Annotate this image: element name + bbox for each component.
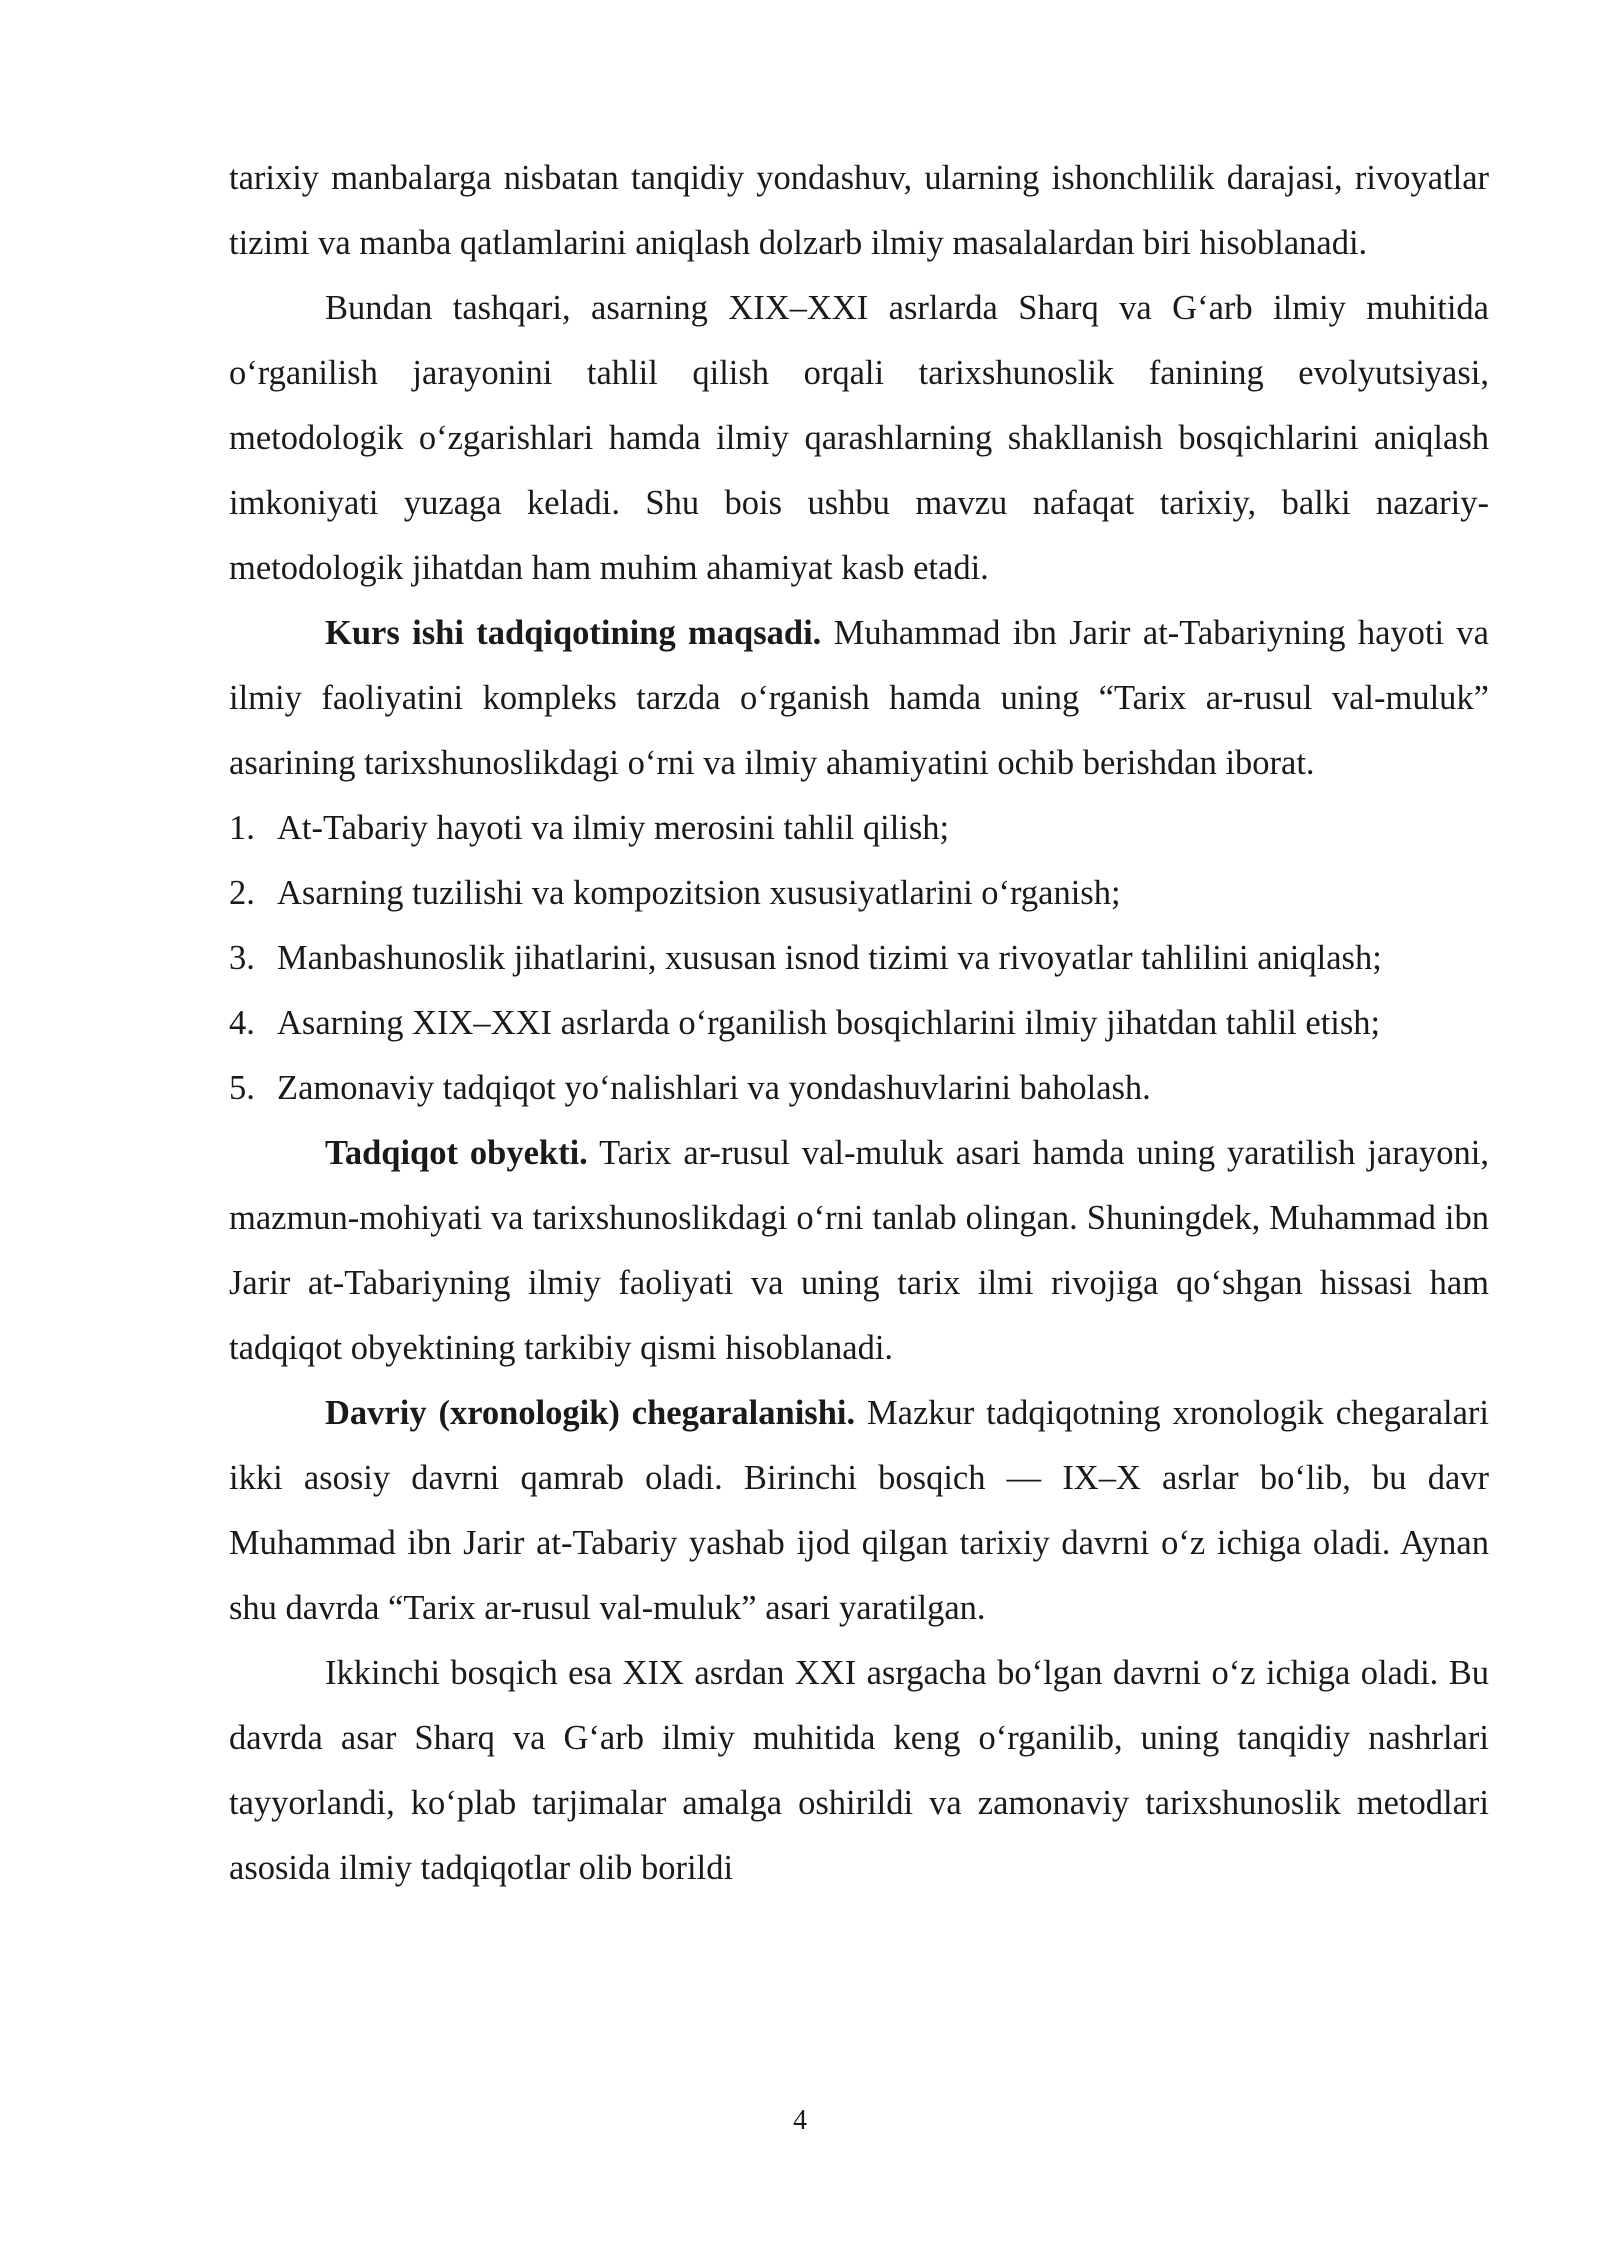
research-goal-text: Muhammad ibn Jarir at-Tabariyning hayoti va ilmiy faoliyatini kompleks tarzda o‘rganish hamda uning “Tarix ar-rusul val-muluk” asarining tarixshunoslikdagi o‘rni va ilmiy ahamiyatini ochib berishdan iborat.	[229, 614, 1489, 782]
chronology-text: Mazkur tadqiqotning xronologik chegaralari ikki asosiy davrni qamrab oladi. Birinchi bosqich — IX–X asrlar bo‘lib, bu davr Muhammad ibn Jarir at-Tabariy yashab ijod qilgan tarixiy davrni o‘z ichiga oladi. Aynan shu davrda “Tarix ar-rusul val-muluk” asari yaratilgan.	[229, 1394, 1489, 1627]
list-item	[229, 861, 1489, 926]
goals-list	[229, 796, 1489, 1121]
list-item	[229, 796, 1489, 861]
list-item-text: At-Tabariy hayoti va ilmiy merosini tahlil qilish;	[277, 809, 950, 847]
heading-chronology: Davriy (xronologik) chegaralanishi.	[325, 1394, 856, 1432]
page-number: 4	[793, 2105, 807, 2136]
heading-research-goal: Kurs ishi tadqiqotining maqsadi.	[325, 614, 822, 652]
list-item-number: 2.	[229, 874, 255, 912]
list-item-text: Asarning tuzilishi va kompozitsion xususiyatlarini o‘rganish;	[277, 874, 1121, 912]
list-item	[229, 926, 1489, 991]
list-item-text: Manbashunoslik jihatlarini, xususan isnod tizimi va rivoyatlar tahlilini aniqlash;	[277, 939, 1382, 977]
list-item	[229, 991, 1489, 1056]
paragraph-historiography: Bundan tashqari, asarning XIX–XXI asrlarda Sharq va G‘arb ilmiy muhitida o‘rganilish jarayonini tahlil qilish orqali tarixshunoslik fanining evolyutsiyasi, metodologik o‘zgarishlari hamda ilmiy qarashlarning shakllanish bosqichlarini aniqlash imkoniyati yuzaga keladi. Shu bois ushbu mavzu nafaqat tarixiy, balki nazariy-metodologik jihatdan ham muhim ahamiyat kasb etadi.	[229, 289, 1489, 587]
heading-research-object: Tadqiqot obyekti.	[325, 1134, 588, 1172]
paragraph-second-stage: Ikkinchi bosqich esa XIX asrdan XXI asrgacha bo‘lgan davrni o‘z ichiga oladi. Bu davrda asar Sharq va G‘arb ilmiy muhitida keng o‘rganilib, uning tanqidiy nashrlari tayyorlandi, ko‘plab tarjimalar amalga oshirildi va zamonaviy tarixshunoslik metodlari asosida ilmiy tadqiqotlar olib borildi	[229, 1654, 1489, 1887]
paragraph-research-object	[229, 1121, 1489, 1381]
list-item-number: 5.	[229, 1069, 255, 1107]
paragraph-intro-continuation: tarixiy manbalarga nisbatan tanqidiy yondashuv, ularning ishonchlilik darajasi, rivoyatlar tizimi va manba qatlamlarini aniqlash dolzarb ilmiy masalalardan biri hisoblanadi.	[229, 159, 1489, 262]
list-item-text: Asarning XIX–XXI asrlarda o‘rganilish bosqichlarini ilmiy jihatdan tahlil etish;	[277, 1004, 1381, 1042]
list-item-text: Zamonaviy tadqiqot yo‘nalishlari va yondashuvlarini baholash.	[277, 1069, 1151, 1107]
list-item	[229, 1056, 1489, 1121]
list-item-number: 1.	[229, 809, 255, 847]
research-object-text: Tarix ar-rusul val-muluk asari hamda uning yaratilish jarayoni, mazmun-mohiyati va tarixshunoslikdagi o‘rni tanlab olingan. Shuningdek, Muhammad ibn Jarir at-Tabariyning ilmiy faoliyati va uning tarix ilmi rivojiga qo‘shgan hissasi ham tadqiqot obyektining tarkibiy qismi hisoblanadi.	[229, 1134, 1489, 1367]
list-item-number: 4.	[229, 1004, 255, 1042]
document-page	[229, 146, 1489, 1901]
paragraph-chronology	[229, 1381, 1489, 1641]
list-item-number: 3.	[229, 939, 255, 977]
paragraph-research-goal	[229, 601, 1489, 796]
